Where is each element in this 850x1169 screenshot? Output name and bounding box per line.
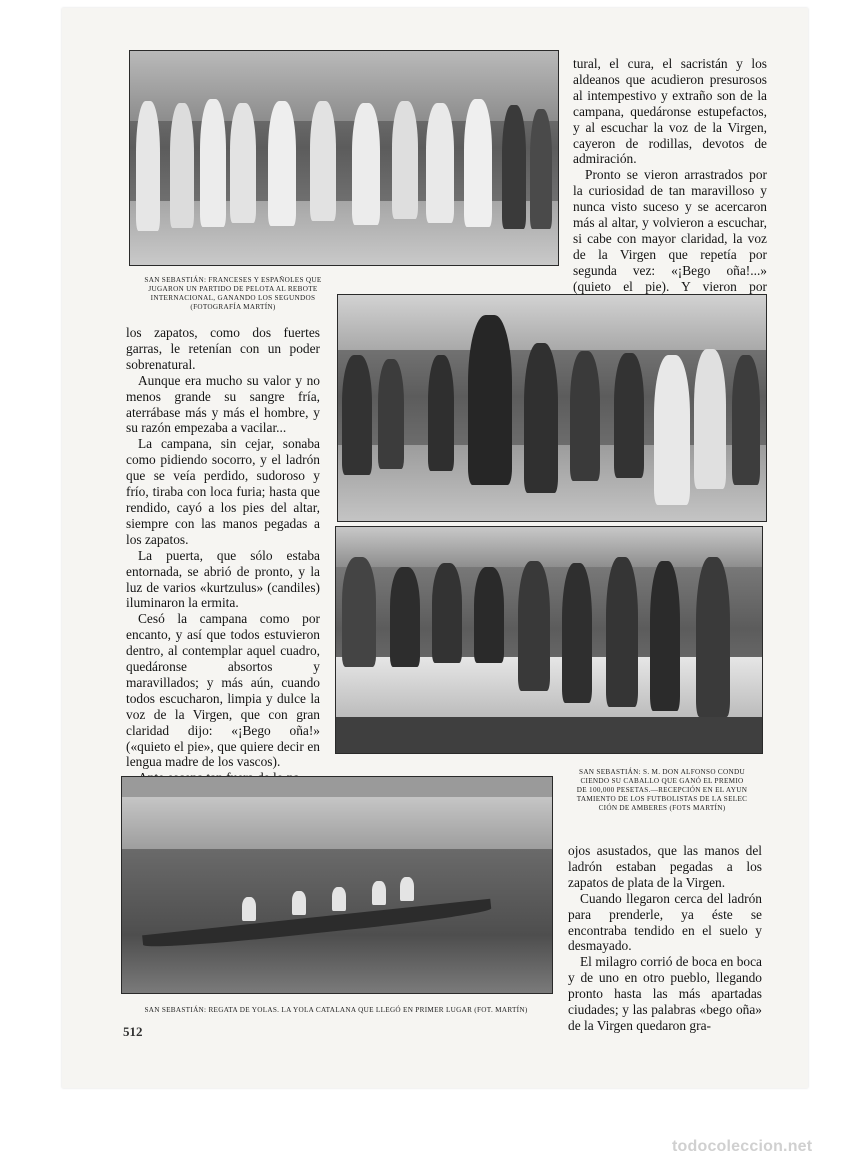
photo-footballers-reception bbox=[335, 526, 763, 754]
page-number: 512 bbox=[123, 1024, 143, 1039]
paragraph: La campana, sin cejar, sonaba como pidiendo socorro, y el ladrón que se veía perdido, sudoroso y frío, tiraba con loca furia; hasta que rendido, cayó a los pies del altar, siempre con las manos pegadas a los zapatos. bbox=[126, 436, 320, 547]
photo-regatta-yolas bbox=[121, 776, 553, 994]
paragraph: La puerta, que sólo estaba entornada, se abrió de pronto, y la luz de varios «kurtzulus» (candiles) iluminaron la ermita. bbox=[126, 547, 320, 611]
photo-pelota-players bbox=[129, 50, 559, 266]
caption-pelota: SAN SEBASTIÁN: FRANCESES Y ESPAÑOLES QUE JUGARON UN PARTIDO DE PELOTA AL REBOTE INTERNACIONAL, GANANDO LOS SEGUNDOS (FOTOGRAFÍA MARTÍN) bbox=[144, 276, 322, 311]
caption-alfonso-footballers: SAN SEBASTIÁN: S. M. DON ALFONSO CONDU CIENDO SU CABALLO QUE GANÓ EL PREMIO DE 100,000 PESETAS.—RECEPCIÓN EN EL AYUN TAMIENTO DE LOS FUTBOLISTAS DE LA SELEC CIÓN DE AMBERES (FOTS MARTÍN) bbox=[576, 768, 748, 812]
paragraph: El milagro corrió de boca en boca y de uno en otro pueblo, llegando pronto hasta las más apartadas ciudades; y las palabras «bego oña» de la Virgen quedaron gra- bbox=[568, 954, 762, 1033]
paragraph: Pronto se vieron arrastrados por la curiosidad de tan maravilloso y nunca visto suceso y se acercaron más al altar, y volvieron a escuchar, si cabe con mayor claridad, la voz de la Virgen que repetía por segunda vez: «¡Bego oña!...» (quieto el pie). Y vieron por bbox=[573, 167, 767, 294]
text-column-bottom-right bbox=[568, 843, 762, 1034]
paragraph: Cuando llegaron cerca del ladrón para prenderle, ya éste se encontraba tendido en el suelo y desmayado. bbox=[568, 890, 762, 954]
paragraph: los zapatos, como dos fuertes garras, le retenían con un poder sobrenatural. bbox=[126, 325, 320, 372]
paragraph: Aunque era mucho su valor y no menos grande su sangre fría, aterrábase más y más el hombre, y su razón empezaba a vacilar... bbox=[126, 372, 320, 436]
paragraph: tural, el cura, el sacristán y los aldeanos que acudieron presurosos al intempestivo y extraño son de la campana, quedáronse estupefactos, y al escuchar la voz de la Virgen, cayeron de rodillas, devotos de admiración. bbox=[573, 56, 767, 167]
text-column-left bbox=[126, 325, 320, 786]
paragraph: ojos asustados, que las manos del ladrón estaban pegadas a los zapatos de plata de la Virgen. bbox=[568, 843, 762, 890]
watermark: todocoleccion.net bbox=[672, 1138, 813, 1155]
caption-regatta: SAN SEBASTIÁN: REGATA DE YOLAS. LA YOLA CATALANA QUE LLEGÓ EN PRIMER LUGAR (FOT. MARTÍN) bbox=[144, 1006, 528, 1014]
photo-king-alfonso-horse bbox=[337, 294, 767, 522]
paragraph: Cesó la campana como por encanto, y así que todos estuvieron dentro, al contemplar aquel cuadro, quedáronse absortos y maravillados; y más aún, cuando todos escucharon, limpia y dulce la voz de la Virgen, que con gran claridad dijo: «¡Bego oña!» («quieto el pie», que quiere decir en lengua madre de los vascos). bbox=[126, 611, 320, 770]
text-column-top-right bbox=[573, 56, 767, 311]
